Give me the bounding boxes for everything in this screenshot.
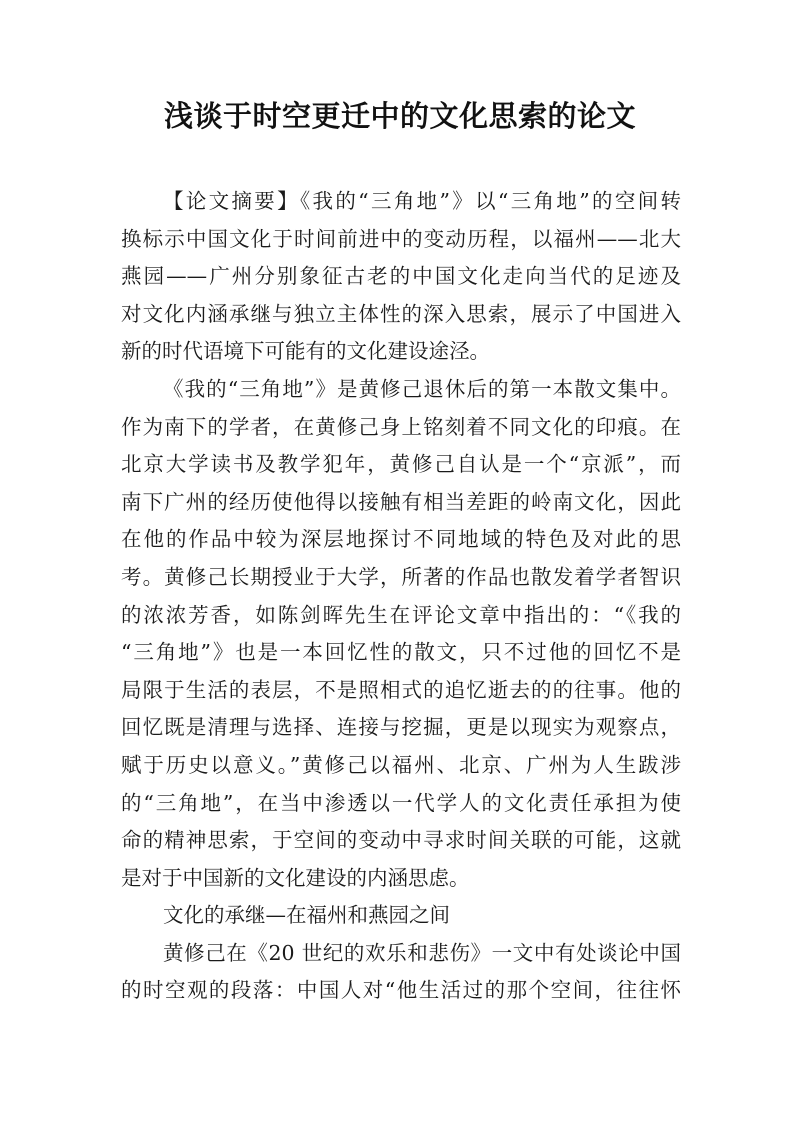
paragraph-1-line-5: 新的时代语境下可能有的文化建设途泾。 <box>121 339 490 364</box>
paragraph-2-line-10: 回忆既是清理与选择、连接与挖掘，更是以现实为观察点， <box>121 715 681 740</box>
paragraph-1-line-1: 【论文摘要】《我的“三角地”》以“三角地”的空间转 <box>163 189 681 213</box>
paragraph-2-line-12: 的“三角地”，在当中渗透以一代学人的文化责任承担为使 <box>121 790 681 815</box>
paragraph-3-line-2: 的时空观的段落：中国人对“他生活过的那个空间，往往怀 <box>121 978 681 1003</box>
paragraph-1-line-2: 换标示中国文化于时间前进中的变动历程，以福州——北大 <box>121 226 681 251</box>
paragraph-2-line-14: 是对于中国新的文化建设的内涵思虑。 <box>121 865 470 890</box>
paragraph-2-line-4: 南下广州的经历使他得以接触有相当差距的岭南文化，因此 <box>121 489 681 514</box>
paragraph-2-line-7: 的浓浓芳香，如陈剑晖先生在评论文章中指出的：“《我的 <box>121 602 681 627</box>
paragraph-2-line-3: 北京大学读书及教学犯年，黄修己自认是一个“京派”，而 <box>121 452 681 477</box>
document-body <box>121 183 681 1010</box>
document-title: 浅谈于时空更迁中的文化思索的论文 <box>163 99 636 133</box>
paragraph-2-line-13: 命的精神思索，于空间的变动中寻求时间关联的可能，这就 <box>121 828 681 853</box>
paragraph-2-line-11: 赋于历史以意义。”黄修己以福州、北京、广州为人生跋涉 <box>121 752 681 777</box>
paragraph-2-line-1: 《我的“三角地”》是黄修己退休后的第一本散文集中。 <box>163 376 681 401</box>
paragraph-3-line-1: 黄修己在《20 世纪的欢乐和悲伤》一文中有处谈论中国 <box>163 940 681 965</box>
paragraph-1-line-3: 燕园——广州分别象征古老的中国文化走向当代的足迹及 <box>121 264 681 289</box>
paragraph-2-line-5: 在他的作品中较为深层地探讨不同地域的特色及对此的思 <box>121 527 681 552</box>
paragraph-2-line-2: 作为南下的学者，在黄修己身上铭刻着不同文化的印痕。在 <box>121 414 681 439</box>
paragraph-2-line-9: 局限于生活的表层，不是照相式的追忆逝去的的往事。他的 <box>121 677 681 702</box>
paragraph-2-line-8: “三角地”》也是一本回忆性的散文，只不过他的回忆不是 <box>121 640 681 665</box>
paragraph-1-line-4: 对文化内涵承继与独立主体性的深入思索，展示了中国进入 <box>121 301 681 326</box>
section-heading: 文化的承继—在福州和燕园之间 <box>163 903 450 928</box>
paragraph-2-line-6: 考。黄修己长期授业于大学，所著的作品也散发着学者智识 <box>121 564 681 589</box>
